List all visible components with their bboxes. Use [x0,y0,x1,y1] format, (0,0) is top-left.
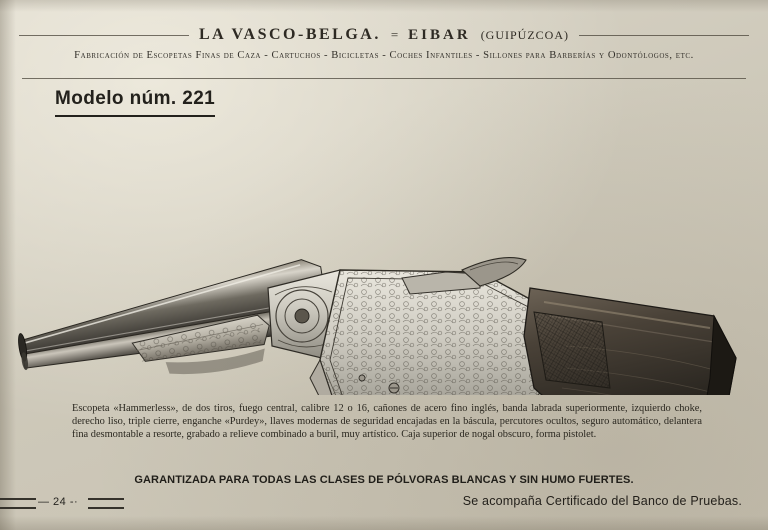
page-footer [0,494,768,520]
footer-rule-left [0,498,36,509]
page-title: Modelo núm. 221 [55,88,216,109]
shotgun-engraving-svg [10,120,758,395]
header-rule-right [579,35,749,36]
province-name: (GUIPÚZCOA) [480,27,570,42]
certificate-note: Se acompaña Certificado del Banco de Pruebas. [462,494,742,508]
page-number: — 24 -· [38,496,79,508]
stock [524,288,736,395]
city-name: EIBAR [408,26,471,43]
footer-rule-right [88,498,124,509]
shotgun-illustration [10,120,758,395]
header-divider [22,78,746,79]
page-title-underline [55,115,215,117]
page-edge-shadow-top [0,0,768,12]
header-title-line [0,26,768,44]
header-separator: = [390,27,399,42]
product-description: Escopeta «Hammerless», de dos tiros, fuego central, calibre 12 o 16, cañones de acero fino inglés, banda labrada superiormente, izquierdo choke, derecho liso, triple cierre, enganche «Purdey», llaves modernas de seguridad encajadas en la báscula, percutores ocultos, seguro automático, delantera fina desmontable a resorte, grabado a relieve combinado a buril, muy artístico. Caja superior de nogal obscuro, forma pistolet. [72,403,702,441]
page-header [0,26,768,61]
guarantee-text: GARANTIZADA PARA TODAS LAS CLASES DE PÓLVORAS BLANCAS Y SIN HUMO FUERTES. [134,474,634,486]
header-rule-left [19,35,189,36]
header-subtitle: Fabricación de Escopetas Finas de Caza - Cartuchos - Bicicletas - Coches Infantiles - Sillones para Barberías y Odontólogos, etc. [74,50,694,61]
brand-name: LA VASCO-BELGA. [198,26,381,43]
